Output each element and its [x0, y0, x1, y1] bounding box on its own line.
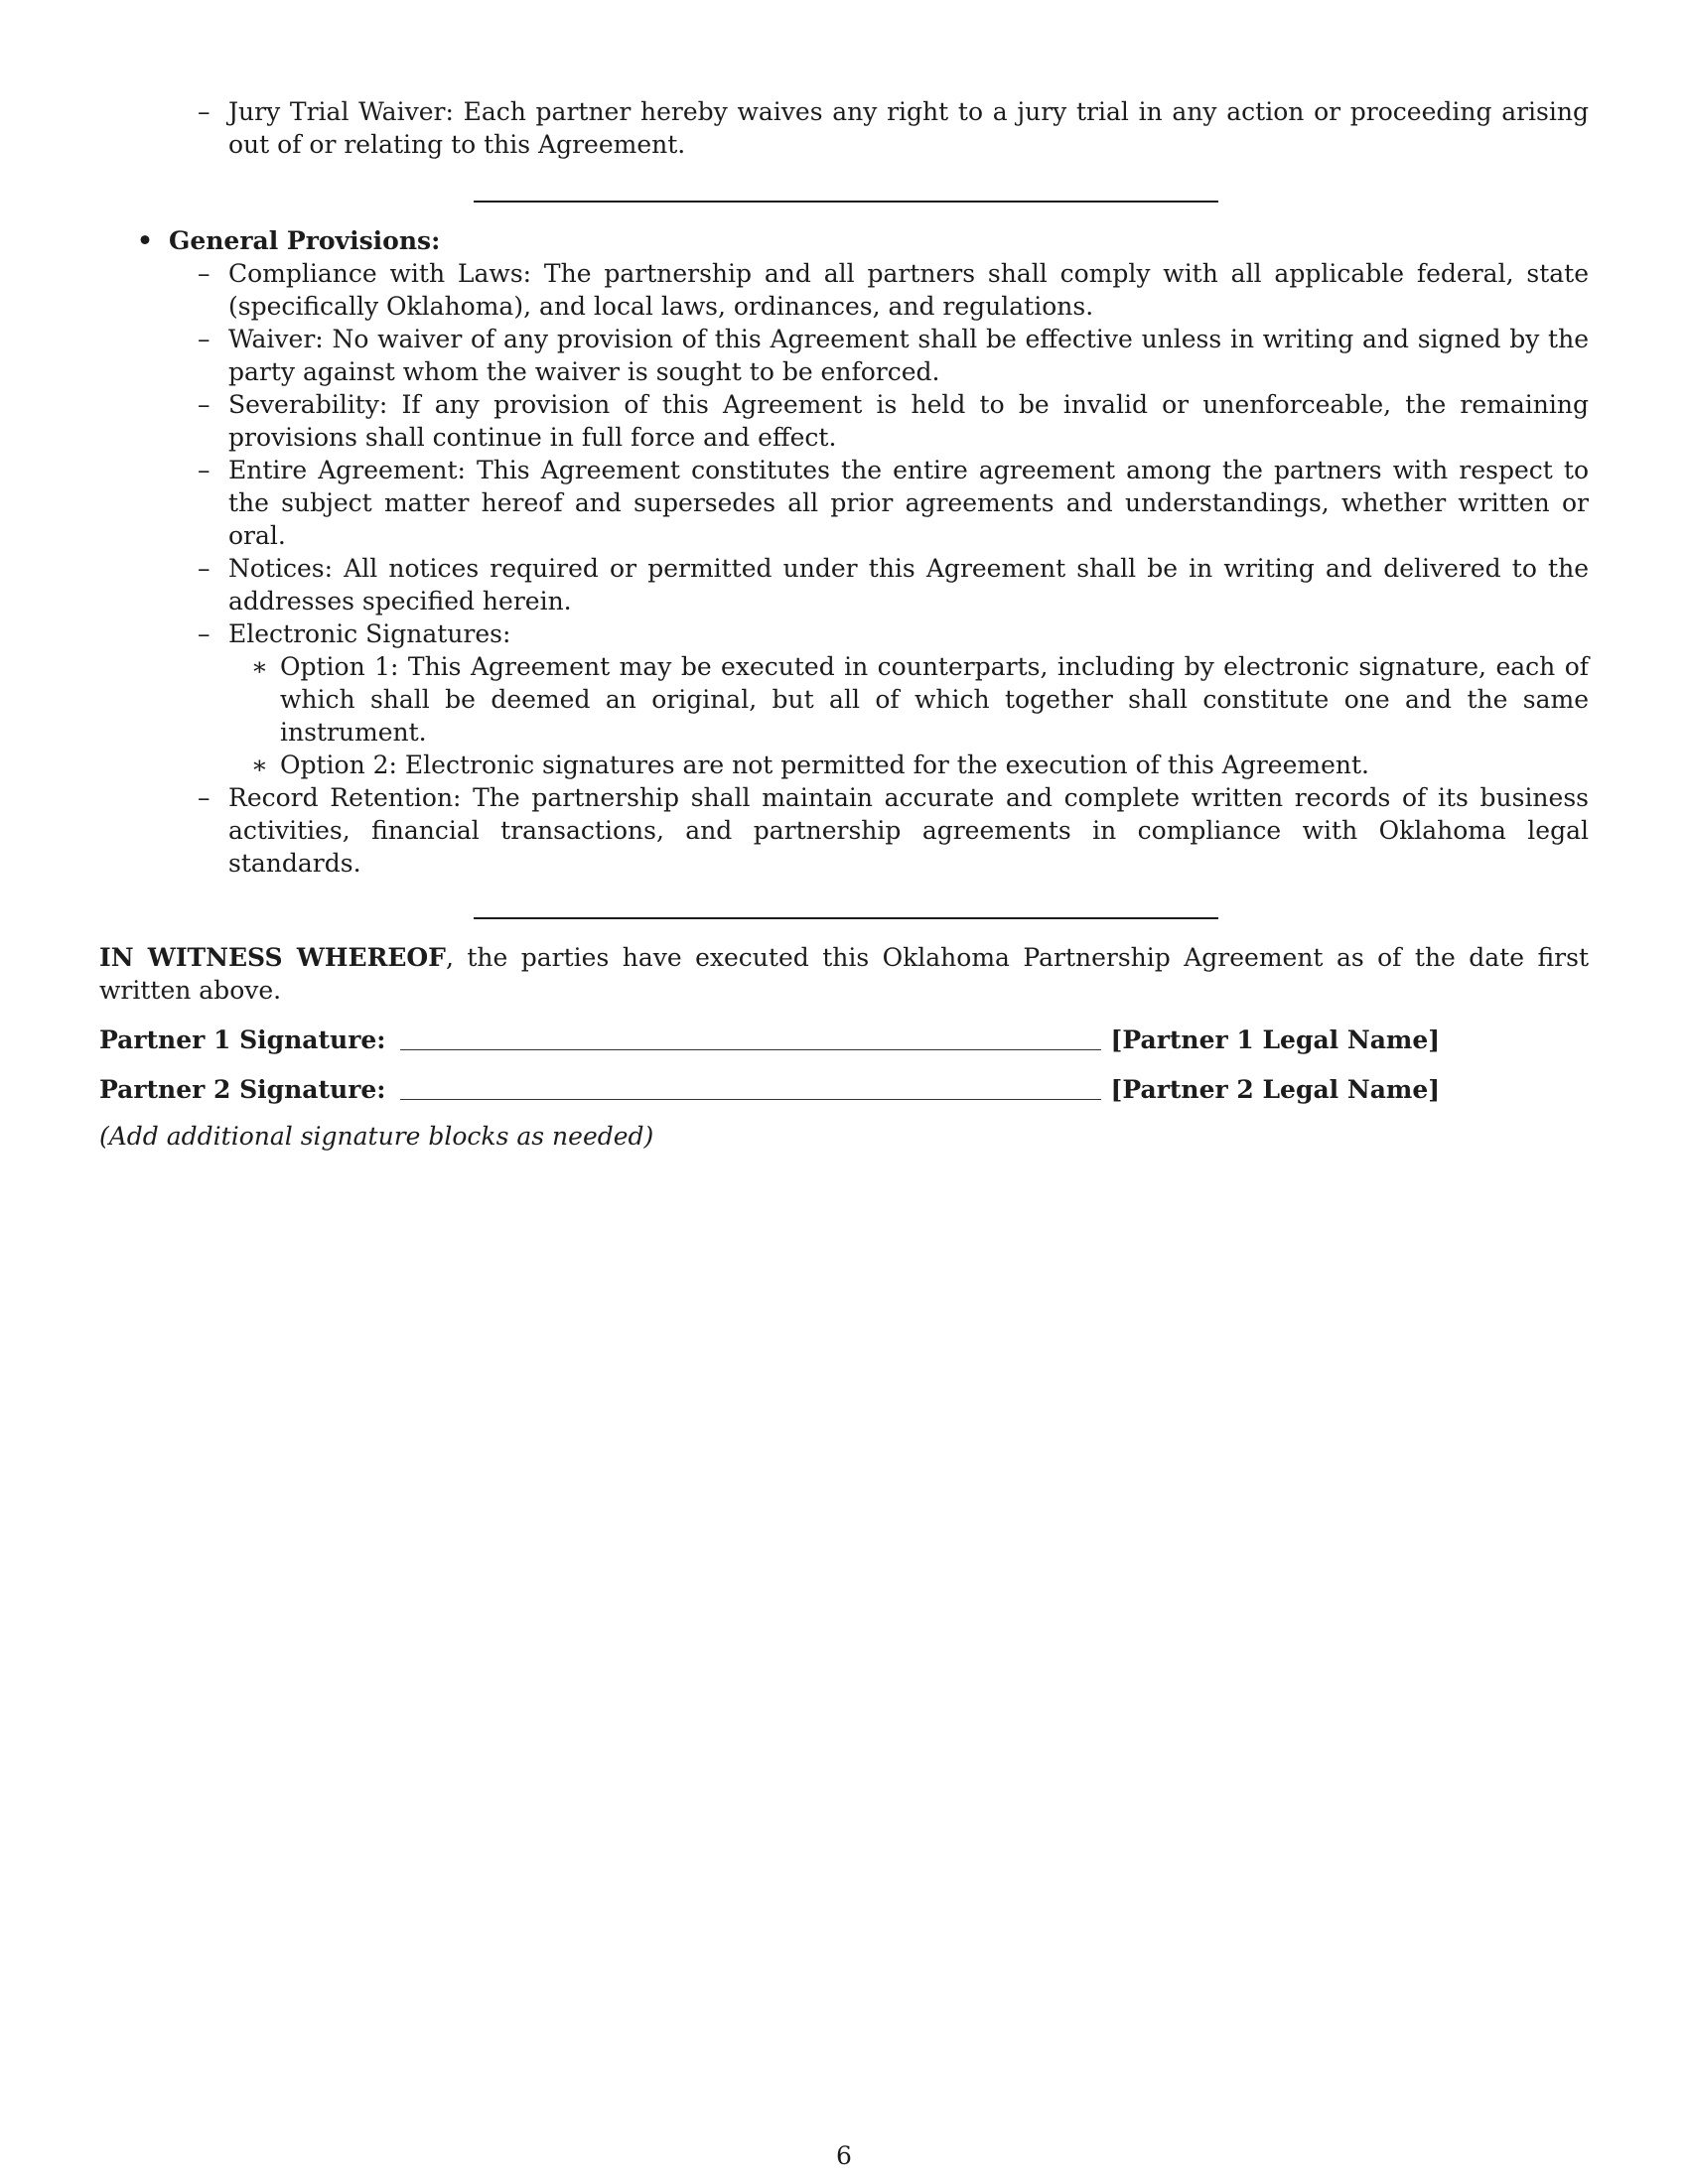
provision-item-electronic-signatures: [99, 617, 1589, 650]
provision-item-compliance: [99, 257, 1589, 323]
document-page: [99, 95, 1589, 1153]
provision-text: Electronic Signatures:: [228, 619, 511, 648]
dash-marker: –: [198, 259, 211, 288]
signature-line[interactable]: [400, 1049, 1101, 1050]
provision-item-notices: [99, 552, 1589, 617]
provision-text: Severability: If any provision of this Agreement is held to be invalid or unenforceable, the remaining provisions shall continue in full force and effect.: [228, 390, 1589, 452]
witness-paragraph: [99, 941, 1589, 1007]
provision-text: Notices: All notices required or permitted under this Agreement shall be in writing and delivered to the addresses specified herein.: [228, 554, 1589, 615]
signature-label: Partner 1 Signature:: [99, 1025, 386, 1054]
dash-marker: –: [198, 390, 211, 419]
dash-marker: –: [198, 325, 211, 353]
provision-item-record-retention: [99, 781, 1589, 880]
jury-trial-waiver-item: [99, 95, 1589, 161]
dash-marker: –: [198, 783, 211, 812]
provision-text: Compliance with Laws: The partnership and all partners shall comply with all applicable federal, state (specifically Oklahoma), and local laws, ordinances, and regulations.: [228, 259, 1589, 321]
page-number: 6: [836, 2141, 852, 2170]
section-divider: [474, 917, 1218, 919]
electronic-signature-option-2: [99, 749, 1589, 781]
dash-marker: –: [198, 97, 211, 126]
section-divider: [474, 201, 1218, 203]
signature-line[interactable]: [400, 1099, 1101, 1100]
option-text: Option 1: This Agreement may be executed in counterparts, including by electronic signature, each of which shall be deemed an original, but all of which together shall constitute one and the same instrument.: [280, 652, 1589, 747]
signature-legal-name: [Partner 1 Legal Name]: [1110, 1025, 1441, 1054]
electronic-signature-option-1: [99, 650, 1589, 749]
signature-legal-name: [Partner 2 Legal Name]: [1110, 1075, 1441, 1104]
general-provisions-heading-text: General Provisions:: [169, 226, 441, 255]
dash-marker: –: [198, 456, 211, 484]
provision-text: Record Retention: The partnership shall maintain accurate and complete written records of its business activities, financial transactions, and partnership agreements in compliance with Oklahoma legal standards.: [228, 783, 1589, 878]
signature-block-partner-2: [99, 1071, 1589, 1106]
witness-bold-lead: IN WITNESS WHEREOF: [99, 943, 446, 972]
signature-label: Partner 2 Signature:: [99, 1075, 386, 1104]
option-text: Option 2: Electronic signatures are not permitted for the execution of this Agreement.: [280, 751, 1369, 779]
asterisk-marker: ∗: [251, 652, 268, 681]
witness-text: , the parties have executed this Oklahoma Partnership Agreement as of the date first written above.: [99, 943, 1590, 1005]
dash-marker: –: [198, 619, 211, 648]
bullet-marker: •: [137, 226, 153, 255]
provision-text: Waiver: No waiver of any provision of this Agreement shall be effective unless in writing and signed by the party against whom the waiver is sought to be enforced.: [228, 325, 1589, 386]
provision-item-entire-agreement: [99, 454, 1589, 552]
signature-note: (Add additional signature blocks as needed): [99, 1122, 654, 1151]
provision-text: Entire Agreement: This Agreement constitutes the entire agreement among the partners with respect to the subject matter hereof and supersedes all prior agreements and understandings, whether written or oral.: [228, 456, 1589, 550]
dash-marker: –: [198, 554, 211, 583]
jury-trial-waiver-text: Jury Trial Waiver: Each partner hereby waives any right to a jury trial in any action or proceeding arising out of or relating to this Agreement.: [228, 97, 1589, 159]
signature-block-partner-1: [99, 1022, 1589, 1056]
general-provisions-heading: [99, 224, 1589, 257]
asterisk-marker: ∗: [251, 751, 268, 779]
provision-item-severability: [99, 388, 1589, 454]
provision-item-waiver: [99, 323, 1589, 388]
